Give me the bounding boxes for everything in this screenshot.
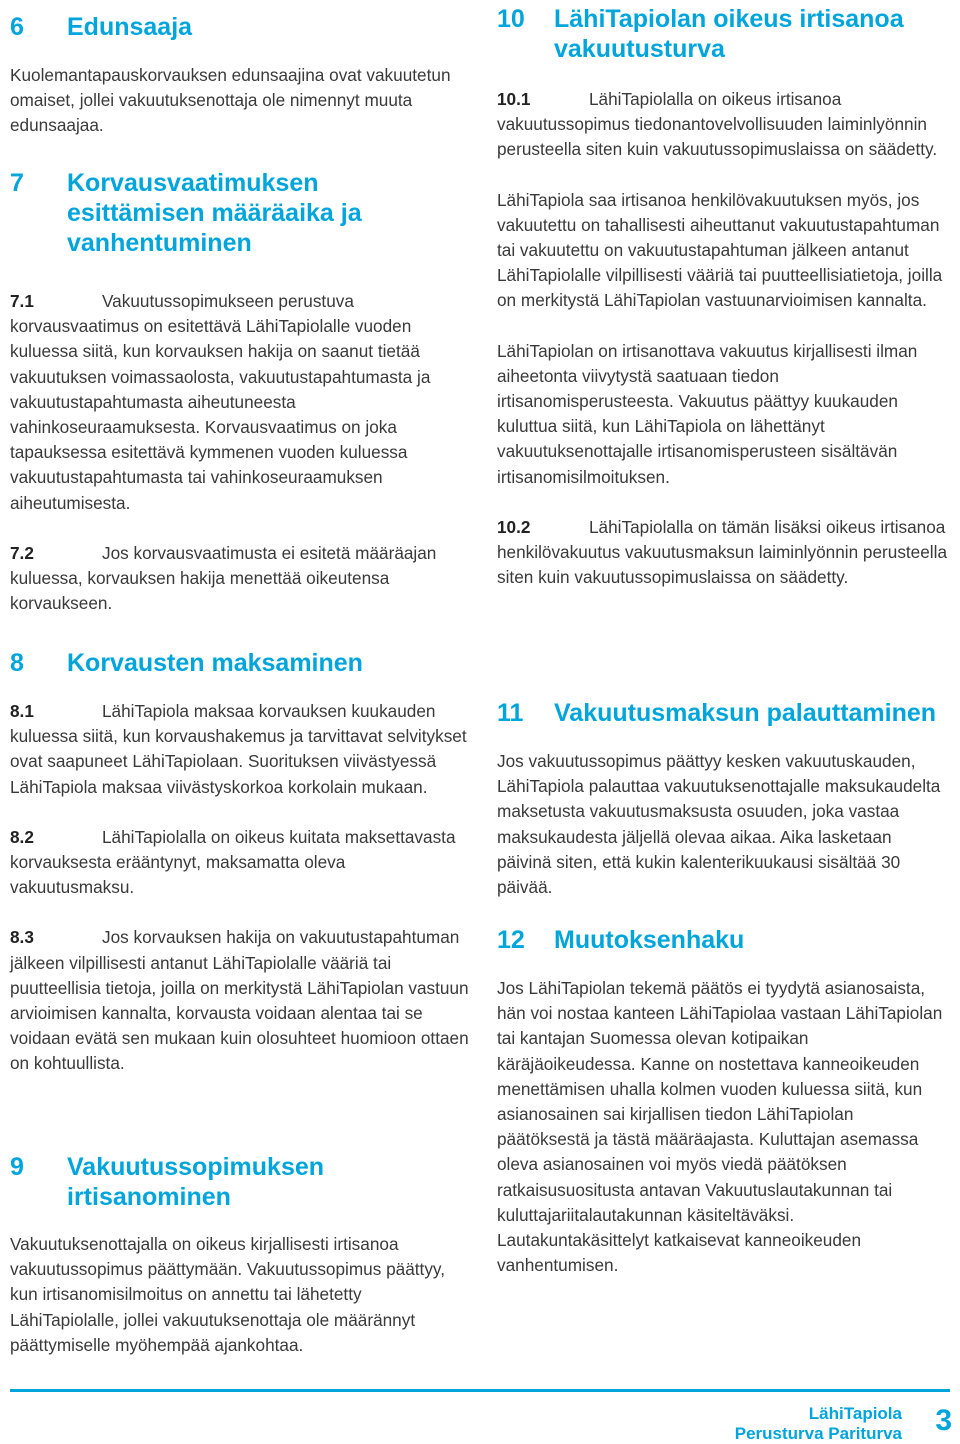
heading-9: 9 Vakuutussopimuksen irtisanominen [10,1153,325,1211]
heading-12: 12 Muutoksenhaku [497,926,745,954]
section-12-body: Jos LähiTapiolan tekemä päätös ei tyydytä asianosaista, hän voi nostaa kanteen LähiTapiolaa vastaan LähiTapiolan tai kantajan Suomessa olevan kotipaikan käräjäoikeudessa. Kanne on nostettava kanneoikeuden menettämisen uhalla kolmen vuoden kuluessa siitä, kun asianosainen sai kirjallisen tiedon LähiTapiolan päätöksestä ja tästä määräajasta. Kuluttajan asemassa oleva asianosainen voi myös viedä päätöksen ratkaisusuositusta antavan Vakuutuslautakunnan tai kuluttajariitalautakunnan käsiteltäväksi. Lautakuntakäsittelyt katkaisevat kanneoikeuden vanhentumisen. [497,978,943,1276]
section-6-body: Kuolemantapauskorvauksen edunsaajina ovat vakuutetun omaiset, jollei vakuutuksenottaja ole nimennyt muuta edunsaajaa. [10,65,451,136]
footer-brand-name: LähiTapiola [808,1404,902,1423]
section-9-body: Vakuutuksenottajalla on oikeus kirjallisesti irtisanoa vakuutussopimus päättymään. Vakuutussopimus päättyy, kun irtisanomisilmoitus on annettu tai lähetetty LähiTapiolalle, jollei vakuutuksenottaja ole määrännyt päättymiselle myöhempää ajankohtaa. [10,1234,446,1355]
section-7 [10,168,472,616]
heading-8: 8 Korvausten maksaminen [10,649,363,677]
section-12 [497,925,947,1278]
paragraph-8-2: 8.2 LähiTapiolalla on oikeus kuitata maksettavasta korvauksesta erääntynyt, maksamatta oleva vakuutusmaksu. [10,826,456,898]
heading-10: 10 LähiTapiolan oikeus irtisanoa vakuutusturva [497,5,904,63]
section-9 [10,1152,472,1358]
paragraph-8-1: 8.1 LähiTapiola maksaa korvauksen kuukauden kuluessa siitä, kun korvaushakemus ja tarvittavat selvitykset ovat saapuneet LähiTapiolaan. Suorituksen viivästyessä LähiTapiola maksaa viivästyskorkoa korkolain mukaan. [10,701,467,797]
paragraph-8-3: 8.3 Jos korvauksen hakija on vakuutustapahtuman jälkeen vilpillisesti antanut LähiTapiolalle vääriä tai puutteellisia tietoja, joilla on merkitystä LähiTapiolan vastuun arvioimisen kannalta, korvausta voidaan alentaa tai se voidaan evätä sen mukaan kuin olosuhteet huomioon ottaen on kohtuullista. [10,927,469,1074]
paragraph-10-1: 10.1 LähiTapiolalla on oikeus irtisanoa vakuutussopimus tiedonantovelvollisuuden laiminlyönnin perusteella siten kuin vakuutussopimuslaissa on säädetty. [497,89,938,160]
footer-brand [735,1404,902,1444]
section-11 [497,698,947,900]
heading-6: 6 Edunsaaja [10,13,193,41]
paragraph-10-1c: LähiTapiolan on irtisanottava vakuutus kirjallisesti ilman aiheetonta viivytystä saatuaan tiedon irtisanomisperusteesta. Vakuutus päättyy kuukauden kuluttua siitä, kun LähiTapiola on lähettänyt vakuutuksenottajalle irtisanomisperusteen sisältävän irtisanomisilmoituksen. [497,340,918,487]
heading-11: 11 Vakuutusmaksun palauttaminen [497,699,937,727]
heading-7: 7 Korvausvaatimuksen esittämisen määräaika ja vanhentuminen [10,169,362,257]
section-10 [497,4,947,590]
footer-product-name: Perusturva Pariturva [734,1424,902,1443]
paragraph-7-2: 7.2 Jos korvausvaatimusta ei esitetä määräajan kuluessa, korvauksen hakija menettää oikeutensa korvaukseen. [10,542,437,614]
page-number: 3 [935,1404,952,1437]
section-6 [10,12,472,139]
section-8 [10,648,472,1077]
footer-divider [10,1389,950,1392]
paragraph-7-1: 7.1 Vakuutussopimukseen perustuva korvausvaatimus on esitettävä LähiTapiolalle vuoden kuluessa siitä, kun korvauksen hakija on saanut tietää vakuutuksen voimassaolosta, vakuutustapahtumasta ja vakuutustapahtumasta aiheutuneesta vahinkoseuraamuksesta. Korvausvaatimus on joka tapauksessa esitettävä kymmenen vuoden kuluessa vakuutustapahtumasta tai vahinkoseuraamuksen aiheutumisesta. [10,291,431,513]
paragraph-10-2: 10.2 LähiTapiolalla on tämän lisäksi oikeus irtisanoa henkilövakuutus vakuutusmaksun laiminlyönnin perusteella siten kuin vakuutussopimuslaissa on säädetty. [497,516,947,588]
paragraph-10-1b: LähiTapiola saa irtisanoa henkilövakuutuksen myös, jos vakuutettu on tahallisesti aiheuttanut vakuutustapahtuman tai vakuutettu on vakuutustapahtuman jälkeen antanut LähiTapiolalle vilpillisesti vääriä tai puutteellisiatietoja, joilla on merkitystä LähiTapiolan vastuunarvioimisen kannalta. [497,189,943,311]
section-11-body: Jos vakuutussopimus päättyy kesken vakuutuskauden, LähiTapiola palauttaa vakuutuksenottajalle maksukaudelta maksetusta vakuutusmaksusta osuuden, joka vastaa maksukaudesta jäljellä olevaa aikaa. Aika lasketaan päivinä siten, että kukin kalenterikuukausi sisältää 30 päivää. [497,751,941,898]
